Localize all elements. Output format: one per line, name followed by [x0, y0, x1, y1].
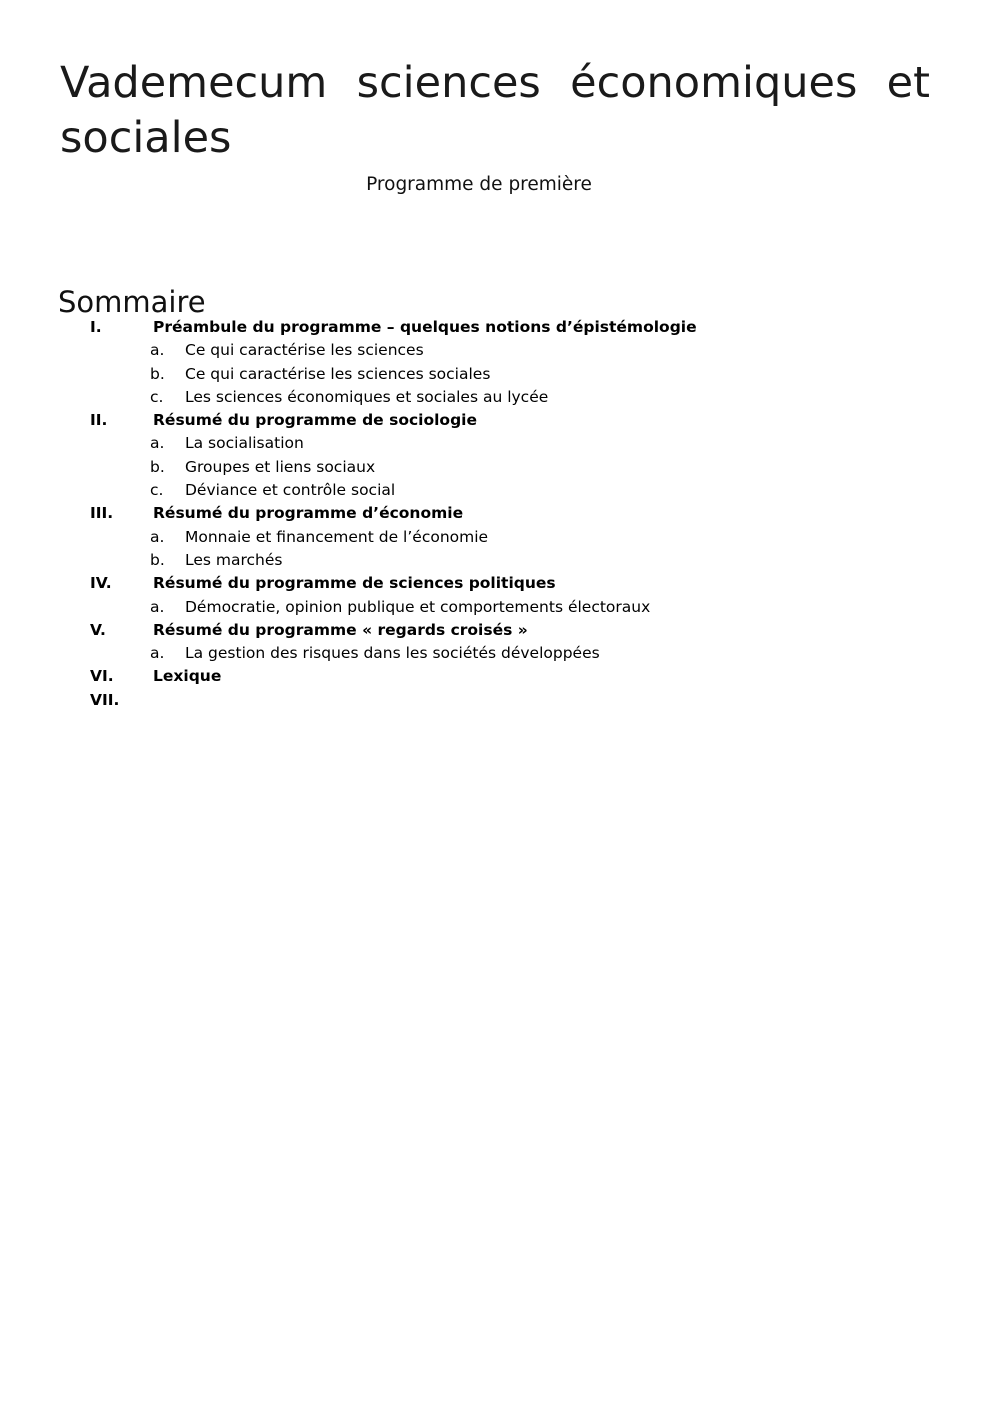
toc-item-title: Lexique [153, 667, 222, 686]
toc-subitem-letter: a. [150, 597, 165, 616]
toc-item-5 [60, 619, 960, 642]
toc-subitem-text: Les sciences économiques et sociales au lycée [185, 387, 549, 406]
toc-subitem-letter: a. [150, 527, 165, 546]
toc-item-numeral: V. [90, 620, 106, 639]
toc-item-7 [60, 689, 960, 712]
toc-subitem-3a [60, 526, 960, 549]
toc-item-title: Résumé du programme « regards croisés » [153, 620, 528, 639]
toc-subitem-letter: a. [150, 644, 165, 663]
document-title-line1: Vademecum sciences économiques et [60, 58, 930, 108]
toc-subitem-1a [60, 339, 960, 362]
toc-subitem-letter: b. [150, 550, 165, 569]
toc-subitem-4a [60, 596, 960, 619]
toc-item-title: Résumé du programme de sciences politiques [153, 574, 556, 593]
toc-subitem-text: La socialisation [185, 434, 304, 453]
toc-subitem-letter: a. [150, 434, 165, 453]
toc-subitem-text: Les marchés [185, 550, 283, 569]
toc-subitem-text: La gestion des risques dans les sociétés développées [185, 644, 600, 663]
toc-item-4 [60, 572, 960, 595]
toc-subitem-2c [60, 479, 960, 502]
toc-subitem-text: Déviance et contrôle social [185, 481, 396, 500]
toc-item-numeral: II. [90, 411, 108, 430]
toc-subitem-letter: b. [150, 457, 165, 476]
toc-item-numeral: IV. [90, 574, 112, 593]
toc-subitem-text: Démocratie, opinion publique et comportements électoraux [185, 597, 651, 616]
toc-subitem-letter: c. [150, 387, 164, 406]
toc-item-numeral: I. [90, 318, 102, 336]
table-of-contents [60, 316, 960, 712]
toc-item-3 [60, 502, 960, 525]
toc-subitem-letter: c. [150, 481, 164, 500]
toc-item-2 [60, 409, 960, 432]
document-subtitle: Programme de première [366, 174, 592, 195]
toc-subitem-letter: b. [150, 364, 165, 383]
toc-item-1 [60, 316, 960, 339]
toc-subitem-2b [60, 456, 960, 479]
toc-item-title: Préambule du programme – quelques notions d’épistémologie [153, 318, 697, 336]
toc-subitem-3b [60, 549, 960, 572]
toc-subitem-1c [60, 386, 960, 409]
toc-item-title: Résumé du programme d’économie [153, 504, 464, 523]
toc-subitem-5a [60, 642, 960, 665]
toc-subitem-text: Monnaie et financement de l’économie [185, 527, 489, 546]
toc-subitem-letter: a. [150, 341, 165, 360]
toc-subitem-1b [60, 363, 960, 386]
toc-item-6 [60, 665, 960, 688]
toc-subitem-text: Ce qui caractérise les sciences sociales [185, 364, 491, 383]
toc-heading: Sommaire [58, 285, 206, 319]
toc-item-numeral: VII. [90, 690, 120, 709]
toc-item-numeral: III. [90, 504, 114, 523]
toc-item-title: Résumé du programme de sociologie [153, 411, 478, 430]
toc-subitem-text: Ce qui caractérise les sciences [185, 341, 424, 360]
toc-subitem-2a [60, 432, 960, 455]
toc-subitem-text: Groupes et liens sociaux [185, 457, 376, 476]
toc-item-numeral: VI. [90, 667, 114, 686]
document-title-line2: sociales [60, 113, 232, 163]
document-title [60, 56, 930, 166]
